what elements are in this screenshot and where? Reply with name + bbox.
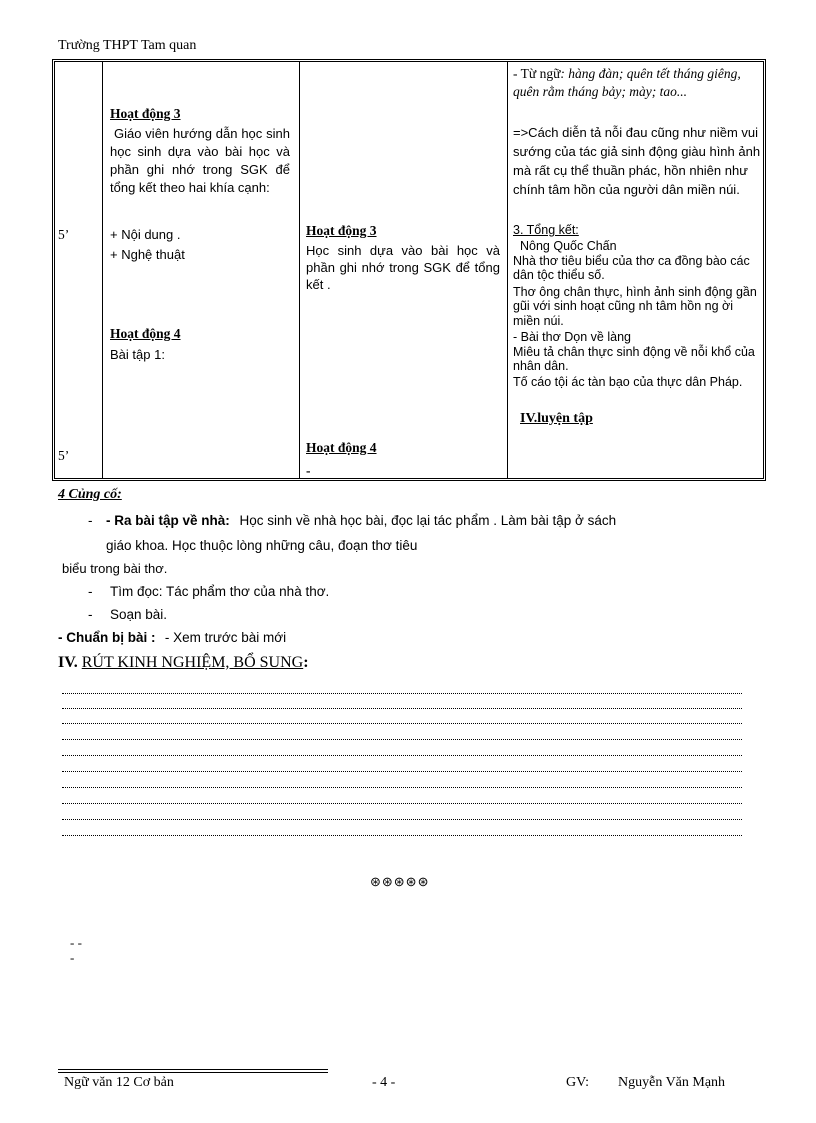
footer-subject: Ngữ văn 12 Cơ bản xyxy=(64,1075,174,1090)
author-name: Nông Quốc Chấn xyxy=(520,239,617,253)
student-activity-3-body: Học sinh dựa vào bài học và phần ghi nhớ trong SGK để tổng kết . xyxy=(306,243,500,292)
expression-summary: =>Cách diễn tả nỗi đau cũng như niềm vui sướng của tác giả sinh động giàu hình ảnh mà rất cụ thể thuần phác, hồn nhiên như chính tâm hồn của người dân miền núi. xyxy=(513,125,761,197)
teacher-item-content: + Nội dung . xyxy=(110,227,181,242)
teacher-activity-3-body: Giáo viên hướng dẫn học sinh học sinh dựa vào bài học và phần ghi nhớ trong SGK để tổng kết theo hai khía cạnh: xyxy=(110,126,290,195)
summary-line-2: Thơ ông chân thực, hình ảnh sinh động gần gũi với sinh hoạt cũng nh tâm hồn ng ời miền núi. xyxy=(513,285,757,328)
practice-title: IV.luyện tập xyxy=(520,411,593,426)
notes-line xyxy=(62,787,742,788)
teacher-activity-4-title: Hoạt động 4 xyxy=(110,326,181,341)
experience-title: RÚT KINH NGHIỆM, BỔ SUNG xyxy=(81,654,304,671)
prepare-text: Soạn bài. xyxy=(110,607,168,622)
consolidation-title: 4 Củng cố: xyxy=(58,487,122,502)
column-divider xyxy=(299,62,300,478)
lesson-table xyxy=(52,59,766,481)
stray-dashes: - - xyxy=(70,935,82,950)
word-choice-label: - Từ ngữ xyxy=(513,66,561,81)
student-activity-4-title: Hoạt động 4 xyxy=(306,440,377,455)
time-cell: 5’ xyxy=(58,227,70,242)
student-activity-3-title: Hoạt động 3 xyxy=(306,223,377,238)
notes-line xyxy=(62,835,742,836)
footer-page-number: - 4 - xyxy=(372,1075,396,1090)
teacher-activity-4-body: Bài tập 1: xyxy=(110,347,165,362)
notes-line xyxy=(62,771,742,772)
footer-teacher-name: Nguyễn Văn Mạnh xyxy=(618,1075,726,1090)
footer-rule xyxy=(58,1072,328,1073)
notes-line xyxy=(62,708,742,709)
notes-line xyxy=(62,693,742,694)
prepare-item xyxy=(88,607,167,622)
column-divider xyxy=(507,62,508,478)
homework-text-cont: giáo khoa. Học thuộc lòng những câu, đoạn thơ tiêu xyxy=(106,538,418,553)
summary-line-1: Nhà thơ tiêu biểu của thơ ca đồng bào các dân tộc thiểu số. xyxy=(513,254,750,283)
reading-text: Tìm đọc: Tác phẩm thơ của nhà thơ. xyxy=(110,584,330,599)
summary-line-5: Tố cáo tội ác tàn bạo của thực dân Pháp. xyxy=(513,375,743,389)
ornament-divider: ⊛⊛⊛⊛⊛ xyxy=(370,874,430,889)
summary-line-4: Miêu tả chân thực sinh động về nỗi khổ của nhân dân. xyxy=(513,345,755,374)
notes-line xyxy=(62,803,742,804)
notes-line xyxy=(62,819,742,820)
bullet-dash: - xyxy=(88,584,93,599)
student-bullet: - xyxy=(306,463,311,478)
school-header: Trường THPT Tam quan xyxy=(58,38,197,53)
summary-title: 3. Tổng kết: xyxy=(513,223,579,237)
bullet-dash: - xyxy=(88,513,93,528)
homework-label: - Ra bài tập về nhà: xyxy=(106,513,230,528)
next-lesson-label: - Chuẩn bị bài : xyxy=(58,630,156,645)
experience-heading xyxy=(58,654,309,672)
teacher-activity-3-title: Hoạt động 3 xyxy=(110,106,181,121)
notes-line xyxy=(62,755,742,756)
next-lesson-prep xyxy=(58,630,286,646)
experience-colon: : xyxy=(303,654,309,671)
notes-line xyxy=(62,739,742,740)
summary-line-3: - Bài thơ Dọn về làng xyxy=(513,330,631,344)
homework-text-cont2: biểu trong bài thơ. xyxy=(62,561,168,576)
time-cell: 5’ xyxy=(58,448,70,463)
reading-item xyxy=(88,584,329,599)
notes-line xyxy=(62,723,742,724)
homework-text: Học sinh về nhà học bài, đọc lại tác phẩm . Làm bài tập ở sách xyxy=(239,513,617,528)
teacher-item-art: + Nghệ thuật xyxy=(110,247,185,262)
experience-prefix: IV. xyxy=(58,654,78,671)
footer-rule xyxy=(58,1069,328,1070)
bullet-dash: - xyxy=(88,607,93,622)
stray-dash: - xyxy=(70,950,75,965)
homework-item xyxy=(88,513,768,528)
column-divider xyxy=(102,62,103,478)
word-choice-text: : hàng đàn; quên tết tháng giêng, quên rằm tháng bảy; mày; tao... xyxy=(513,66,741,99)
next-lesson-text: - Xem trước bài mới xyxy=(164,630,287,645)
footer-gv-label: GV: xyxy=(566,1075,590,1090)
